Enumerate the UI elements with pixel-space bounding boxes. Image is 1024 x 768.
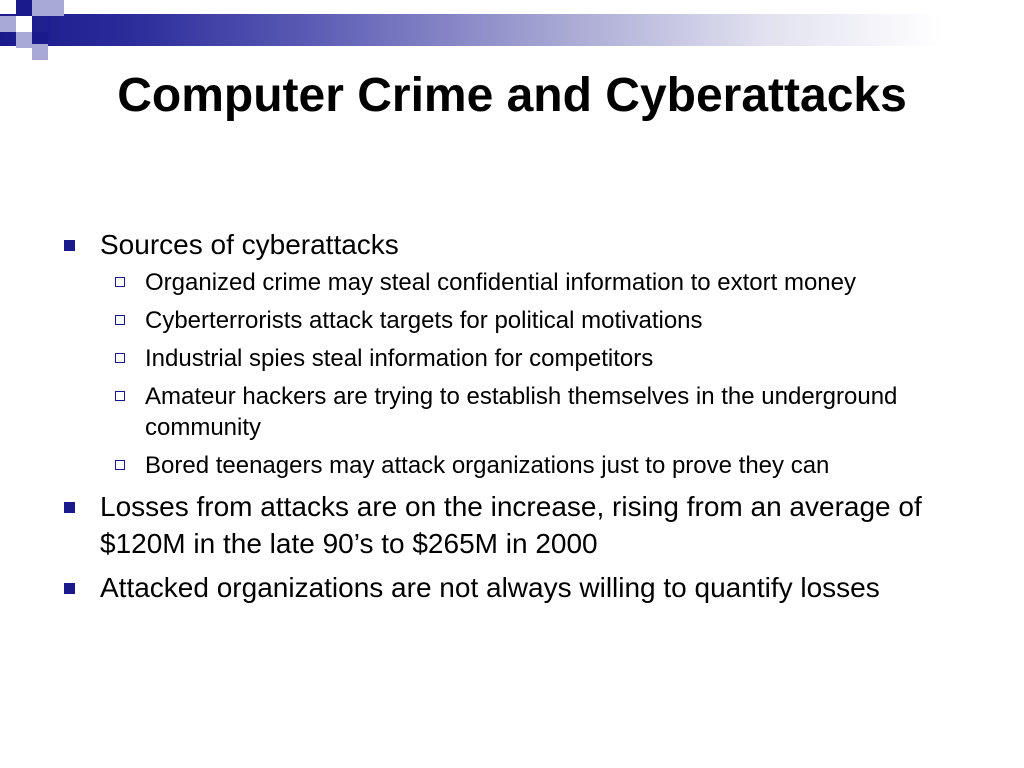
square-bullet-icon [64, 240, 75, 251]
bullet-text: Attacked organizations are not always willing to quantify losses [100, 572, 880, 603]
square-bullet-icon [64, 502, 75, 513]
sub-bullet-item [100, 450, 982, 481]
decor-square-light [32, 44, 48, 60]
bullet-item [62, 569, 982, 606]
sub-bullet-item [100, 381, 982, 443]
square-bullet-icon [64, 583, 75, 594]
bullet-item [62, 488, 982, 562]
decor-square-white [16, 16, 32, 32]
hollow-square-bullet-icon [115, 277, 125, 287]
hollow-square-bullet-icon [115, 391, 125, 401]
sub-bullet-text: Amateur hackers are trying to establish themselves in the underground community [145, 383, 898, 441]
hollow-square-bullet-icon [115, 315, 125, 325]
sub-bullet-text: Bored teenagers may attack organizations just to prove they can [145, 452, 830, 479]
sub-bullet-item [100, 305, 982, 336]
sub-bullet-text: Industrial spies steal information for competitors [145, 345, 654, 372]
bullet-item [62, 226, 982, 481]
decor-square-dark [16, 0, 32, 16]
decor-square-light [32, 0, 48, 16]
sub-bullet-item [100, 343, 982, 374]
sub-bullet-list [100, 267, 982, 481]
bullet-text: Losses from attacks are on the increase, rising from an average of $120M in the late 90’s to $265M in 2000 [100, 491, 922, 559]
sub-bullet-text: Organized crime may steal confidential information to extort money [145, 269, 856, 296]
hollow-square-bullet-icon [115, 460, 125, 470]
bullet-list [62, 226, 982, 613]
header-gradient-band [0, 14, 1024, 46]
sub-bullet-item [100, 267, 982, 298]
decor-square-light [16, 32, 32, 48]
decor-square-light [0, 16, 16, 32]
decor-square-light [48, 0, 64, 16]
slide-title: Computer Crime and Cyberattacks [117, 69, 907, 122]
sub-bullet-text: Cyberterrorists attack targets for political motivations [145, 307, 703, 334]
hollow-square-bullet-icon [115, 353, 125, 363]
bullet-text: Sources of cyberattacks [100, 229, 399, 260]
